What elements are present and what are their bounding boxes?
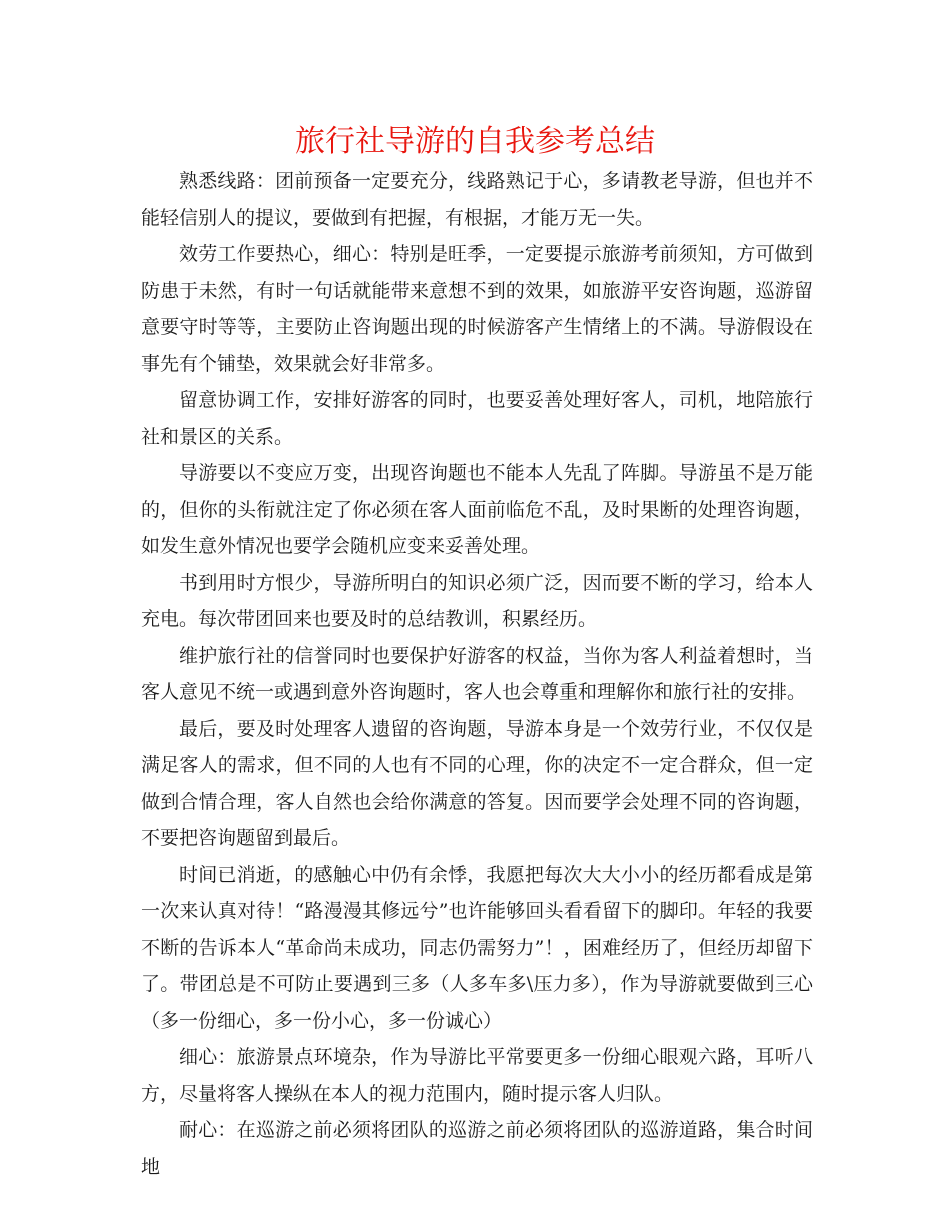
paragraph-familiar-routes: 熟悉线路：团前预备一定要充分，线路熟记于心，多请教老导游，但也并不能轻信别人的提议，要做到有把握，有根据，才能万无一失。 (141, 170, 813, 229)
document-body (141, 163, 813, 1185)
paragraph-coordination: 留意协调工作，安排好游客的同时，也要妥善处理好客人，司机，地陪旅行社和景区的关系。 (141, 389, 813, 448)
paragraph-carefulness: 细心：旅游景点环境杂，作为导游比平常要更多一份细心眼观六路，耳听八方，尽量将客人操纵在本人的视力范围内，随时提示客人归队。 (141, 1046, 813, 1105)
paragraph-adaptability: 导游要以不变应万变，出现咨询题也不能本人先乱了阵脚。导游虽不是万能的，但你的头衔就注定了你必须在客人面前临危不乱，及时果断的处理咨询题，如发生意外情况也要学会随机应变来妥善处理。 (141, 462, 813, 557)
paragraph-reputation: 维护旅行社的信誉同时也要保护好游客的权益，当你为客人利益着想时，当客人意见不统一或遇到意外咨询题时，客人也会尊重和理解你和旅行社的安排。 (141, 644, 813, 703)
paragraph-learning: 书到用时方恨少，导游所明白的知识必须广泛，因而要不断的学习，给本人充电。每次带团回来也要及时的总结教训，积累经历。 (141, 571, 813, 630)
paragraph-follow-up: 最后，要及时处理客人遗留的咨询题，导游本身是一个效劳行业，不仅仅是满足客人的需求，但不同的人也有不同的心理，你的决定不一定合群众，但一定做到合情合理，客人自然也会给你满意的答复。因而要学会处理不同的咨询题，不要把咨询题留到最后。 (141, 717, 813, 849)
document-title: 旅行社导游的自我参考总结 (295, 124, 655, 159)
paragraph-service-attitude: 效劳工作要热心，细心：特别是旺季，一定要提示旅游考前须知，方可做到防患于未然，有时一句话就能带来意想不到的效果，如旅游平安咨询题，巡游留意要守时等等，主要防止咨询题出现的时候游客产生情绪上的不满。导游假设在事先有个铺垫，效果就会好非常多。 (141, 243, 813, 375)
paragraph-reflection: 时间已消逝，的感触心中仍有余悸，我愿把每次大大小小的经历都看成是第一次来认真对待！“路漫漫其修远兮”也许能够回头看看留下的脚印。年轻的我要不断的告诉本人“革命尚未成功，同志仍需努力”！，困难经历了，但经历却留下了。带团总是不可防止要遇到三多（人多车多\压力多），作为导游就要做到三心（多一份细心，多一份小心，多一份诚心） (141, 863, 813, 1032)
paragraph-patience: 耐心：在巡游之前必须将团队的巡游之前必须将团队的巡游道路，集合时间地 (141, 1119, 813, 1178)
